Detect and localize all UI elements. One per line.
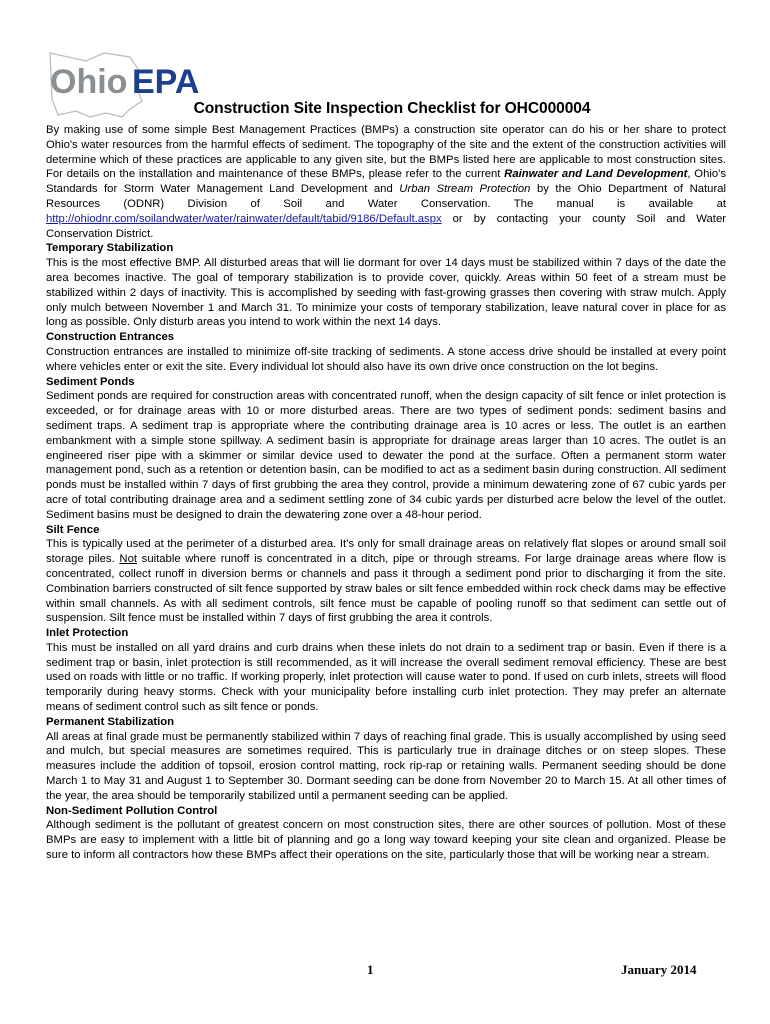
manual-link[interactable]: http://ohiodnr.com/soilandwater/water/rainwater/default/tabid/9186/Default.aspx [46,212,442,225]
heading-non-sediment-pollution: Non-Sediment Pollution Control [46,804,218,817]
paragraph-temporary-stabilization: This is the most effective BMP. All disturbed areas that will lie dormant for over 14 days must be stabilized within 7 days of the date the area becomes inactive. The goal of temporary stabilization is to provide cover, quickly. Areas within 50 feet of a stream must be stabilized within 2 days of inactivity. This is accomplished by seeding with fast-growing grasses then covering with straw mulch. Apply only mulch between November 1 and March 31. To minimize your costs of temporary stabilization, leave natural cover in place for as long as possible. Only disturb areas you intend to work within the next 14 days. [46,257,726,329]
footer-date: January 2014 [621,962,697,977]
page-number: 1 [367,962,374,977]
logo-text-ohio: Ohio [50,63,128,101]
heading-construction-entrances: Construction Entrances [46,331,175,344]
heading-silt-fence: Silt Fence [46,523,100,536]
page-title: Construction Site Inspection Checklist for OHC000004 [193,100,591,117]
heading-permanent-stabilization: Permanent Stabilization [46,715,175,728]
logo-text-epa: EPA [132,63,200,101]
heading-sediment-ponds: Sediment Ponds [46,375,135,388]
heading-inlet-protection: Inlet Protection [46,627,129,640]
document-body [46,123,726,863]
paragraph-inlet-protection: This must be installed on all yard drains and curb drains when these inlets do not drain to a sediment trap or basin. Even if there is a sediment trap or basin, inlet protection is still recommended, as it will increase the overall sediment removal efficiency. These are best used on roads with little or no traffic. If working properly, inlet protection will cause water to pond. If used on curb inlets, streets will flood temporarily during heavy storms. Check with your municipality before installing curb inlet protection. They may prefer an alternate means of sediment control such as silt fence or ponds. [46,641,726,714]
paragraph-construction-entrances: Construction entrances are installed to minimize off-site tracking of sediments. A stone access drive should be installed at every point where vehicles enter or exit the site. Every individual lot should also have its own drive once construction on the lot begins. [46,345,726,373]
paragraph-sediment-ponds: Sediment ponds are required for construction areas with concentrated runoff, when the design capacity of silt fence or inlet protection is exceeded, or for drainage areas with 10 or more disturbed areas. There are two types of sediment ponds: sediment basins and sediment traps. A sediment trap is appropriate where the contributing drainage area is 10 acres or less. The outlet is an earthen embankment with a simple stone spillway. A sediment basin is appropriate for drainage areas larger than 10 acres. The outlet is an engineered riser pipe with a skimmer or similar device used to dewater the pond at the surface. Often a permanent storm water management pond, such as a retention or detention basin, can be modified to act as a sediment basin during construction. All sediment ponds must be installed within 7 days of first grubbing the area they control, provide a minimum dewatering zone of 67 cubic yards per acre of total contributing drainage area and a sediment settling zone of 34 cubic yards per disturbed acre below the level of the outlet. Sediment basins must be designed to drain the dewatering zone over a 48-hour period. [46,390,726,521]
heading-temporary-stabilization: Temporary Stabilization [46,242,174,255]
paragraph-silt-fence: This is typically used at the perimeter of a disturbed area. It’s only for small drainage areas on relatively flat slopes or around small soil storage piles. Not suitable where runoff is concentrated in a ditch, pipe or through streams. For large drainage areas where flow is concentrated, collect runoff in diversion berms or channels and pass it through a sediment pond prior to discharging it from the site. Combination barriers constructed of silt fence supported by straw bales or silt fence embedded within rock check dams may be effective within small channels. As with all sediment controls, silt fence must be capable of pooling runoff so that sediment can settle out of suspension. Silt fence must be installed within 7 days of first grubbing the area it controls. [46,538,726,625]
paragraph-non-sediment-pollution: Although sediment is the pollutant of greatest concern on most construction sites, there are other sources of pollution. Most of these BMPs are easy to implement with a little bit of planning and go a long way toward keeping your site clean and organized. Please be sure to inform all contractors how these BMPs affect their operations on the site, particularly those that will be working near a stream. [46,819,726,862]
paragraph-permanent-stabilization: All areas at final grade must be permanently stabilized within 7 days of reaching final grade. This is usually accomplished by using seed and mulch, but special measures are sometimes required. This is particularly true in drainage ditches or on steep slopes. These measures include the addition of topsoil, erosion control matting, rock rip-rap or retaining walls. Permanent seeding should be done March 1 to May 31 and August 1 to September 30. Dormant seeding can be done from November 20 to March 15. At all other times of the year, the area should be temporarily stabilized until a permanent seeding can be applied. [46,730,726,802]
intro-paragraph: By making use of some simple Best Management Practices (BMPs) a construction site operator can do his or her share to protect Ohio's water resources from the harmful effects of sediment. The topography of the site and the extent of the construction activities will determine which of these practices are applicable to any given site, but the BMPs listed here are applicable to most construction sites. For details on the installation and maintenance of these BMPs, please refer to the current Rainwater and Land Development, Ohio's Standards for Storm Water Management Land Development and Urban Stream Protection by the Ohio Department of Natural Resources (ODNR) Division of Soil and Water Conservation. The manual is available at http://ohiodnr.com/soilandwater/water/rainwater/default/tabid/9186/Default.aspx or by contacting your county Soil and Water Conservation District. [46,124,726,240]
